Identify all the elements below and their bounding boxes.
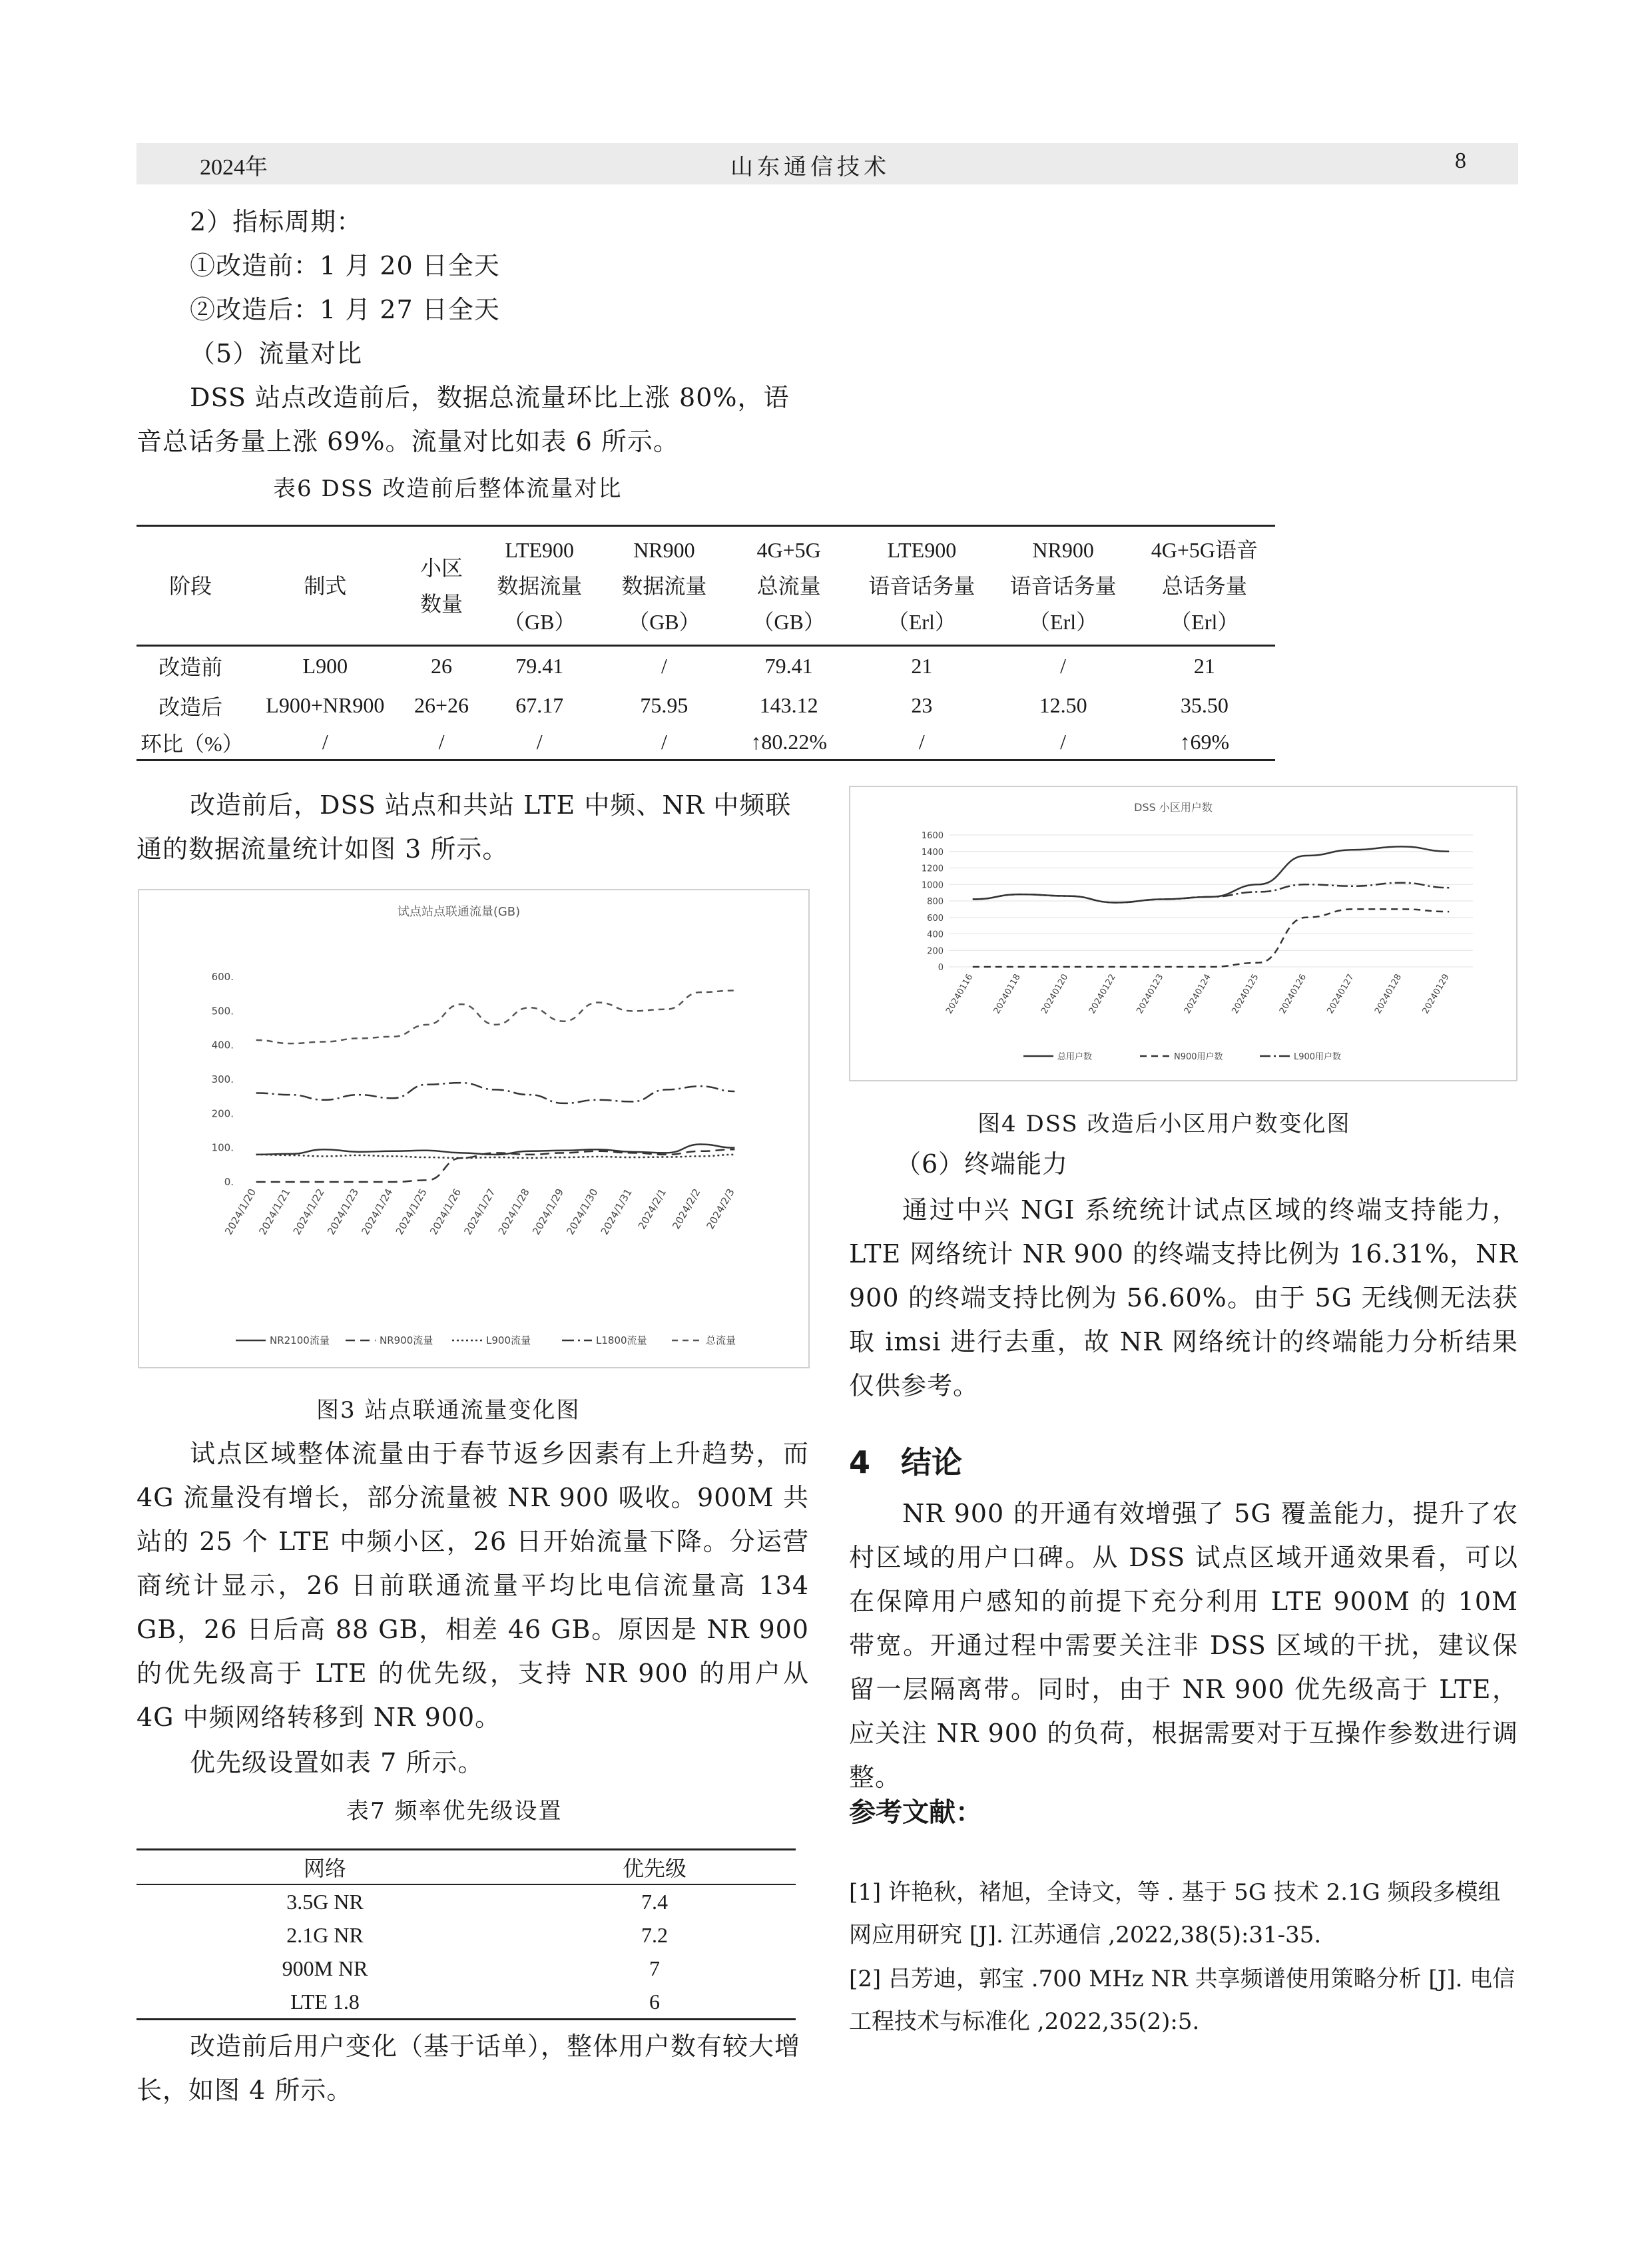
table-cell: LTE 1.8 <box>290 1989 360 2014</box>
section-heading: 4 结论 <box>849 1444 963 1480</box>
reference-item: [2] 吕芳迪，郭宝 .700 MHz NR 共享频谱使用策略分析 [J]. 电信工程技术与标准化 ,2022,35(2):5. <box>849 1966 1515 2035</box>
table-cell: 75.95 <box>640 693 688 717</box>
legend-label: L900流量 <box>486 1334 531 1346</box>
x-tick-label: 2024/1/31 <box>598 1187 635 1237</box>
table-row <box>137 726 1275 760</box>
series-line <box>256 991 735 1044</box>
table-cell: 23 <box>911 693 933 717</box>
table-cell: 900M NR <box>282 1956 368 1980</box>
table-cell: 21 <box>1193 653 1215 678</box>
table-6 <box>137 525 1275 761</box>
text-line: ②改造后：1 月 27 日全天 <box>190 295 500 324</box>
table-cell: 环比（%） <box>140 731 244 756</box>
legend-label: L900用户数 <box>1294 1052 1342 1062</box>
header-line: 4G+5G <box>756 537 821 562</box>
table-cell: L900+NR900 <box>266 693 385 717</box>
header-line: 数据流量 <box>621 573 707 598</box>
x-tick-label: 20240118 <box>991 972 1023 1016</box>
table-7 <box>137 1848 796 2020</box>
header-page-number: 8 <box>1455 148 1466 173</box>
table-cell: 79.41 <box>515 653 564 678</box>
table-header-cell: 网络 <box>304 1856 347 1880</box>
x-tick-label: 20240123 <box>1135 972 1166 1016</box>
text-line: ①改造前：1 月 20 日全天 <box>190 251 500 280</box>
table-caption: 表6 DSS 改造前后整体流量对比 <box>273 475 623 502</box>
legend-label: NR2100流量 <box>270 1334 330 1346</box>
paragraph: 改造前后用户变化（基于话单），整体用户数有较大增长，如图 4 所示。 <box>137 2032 801 2105</box>
header-line: （GB） <box>503 609 576 634</box>
table-row <box>137 1918 796 1952</box>
table-cell: 79.41 <box>764 653 813 678</box>
header-line: 数量 <box>420 591 463 616</box>
header-line: 小区 <box>420 555 463 580</box>
y-tick-label: 200 <box>927 946 944 957</box>
y-tick-label: 0 <box>938 963 944 973</box>
table-cell: 3.5G NR <box>286 1889 364 1914</box>
y-tick-label: 1400 <box>921 847 944 858</box>
subsection-heading: （6）终端能力 <box>896 1149 1069 1179</box>
table-cell: 6 <box>649 1989 661 2014</box>
table-header-cell <box>992 526 1133 646</box>
table-header-cell <box>406 526 477 646</box>
header-line: （Erl） <box>1170 609 1239 634</box>
table-cell: 7.4 <box>641 1889 669 1914</box>
running-header <box>137 143 1518 184</box>
table-cell: ↑69% <box>1179 730 1230 754</box>
series-line <box>973 846 1449 902</box>
table-header-cell <box>851 526 992 646</box>
series-line <box>256 1083 735 1103</box>
x-tick-label: 2024/1/21 <box>256 1187 293 1237</box>
header-line: （Erl） <box>887 609 956 634</box>
header-line: LTE900 <box>887 537 957 562</box>
figure-3-chart <box>138 889 810 1368</box>
header-line: 制式 <box>304 573 347 598</box>
header-line: （GB） <box>628 609 700 634</box>
header-line: 总话务量 <box>1161 573 1247 598</box>
paragraph: NR 900 的开通有效增强了 5G 覆盖能力，提升了农村区域的用户口碑。从 DSS 试点区域开通效果看，可以在保障用户感知的前提下充分利用 LTE 900M 的 10M 带宽。开通过程中需要关注非 DSS 区域的干扰，建议保留一层隔离带。同时，由于 NR 900 优先级高于 LTE，应关注 NR 900 的负荷，根据需要对于互操作参数进行调整。 <box>849 1499 1518 1792</box>
x-tick-label: 20240122 <box>1087 972 1118 1016</box>
table-cell: 改造前 <box>158 655 223 680</box>
legend-label: L1800流量 <box>596 1334 647 1346</box>
x-tick-label: 2024/2/3 <box>704 1187 737 1232</box>
table-cell: 7.2 <box>641 1922 669 1947</box>
text-line: 2）指标周期： <box>190 207 363 236</box>
table-header-cell <box>1134 526 1275 646</box>
header-line: NR900 <box>633 537 695 562</box>
x-tick-label: 2024/1/23 <box>325 1187 362 1237</box>
paragraph: 改造前后，DSS 站点和共站 LTE 中频、NR 中频联通的数据流量统计如图 3 所示。 <box>137 790 792 864</box>
table-header-row <box>137 1850 796 1885</box>
table-cell: / <box>661 653 667 678</box>
figure-caption: 图3 站点联通流量变化图 <box>316 1397 581 1424</box>
x-tick-label: 2024/1/29 <box>530 1187 567 1237</box>
series-line <box>256 1145 735 1155</box>
y-tick-label: 200. <box>211 1107 234 1120</box>
legend-label: 总用户数 <box>1057 1052 1093 1062</box>
x-tick-label: 2024/1/25 <box>393 1187 429 1237</box>
y-tick-label: 400. <box>211 1039 234 1051</box>
x-tick-label: 2024/1/24 <box>359 1187 396 1237</box>
x-tick-label: 2024/1/28 <box>495 1187 532 1237</box>
table-header-cell <box>726 526 851 646</box>
table-cell: / <box>1060 730 1067 754</box>
header-journal: 山东通信技术 <box>730 155 890 180</box>
table-row <box>137 1985 796 2020</box>
header-line: 总流量 <box>756 573 821 598</box>
paragraph: DSS 站点改造前后，数据总流量环比上涨 80%，语音总话务量上涨 69%。流量对比如表 6 所示。 <box>137 383 790 456</box>
x-tick-label: 20240129 <box>1420 972 1452 1016</box>
y-tick-label: 600 <box>927 913 944 924</box>
table-header-cell <box>244 526 406 646</box>
table-row <box>137 646 1275 686</box>
header-line: （GB） <box>752 609 825 634</box>
table-cell: 21 <box>911 653 933 678</box>
x-tick-label: 2024/1/22 <box>290 1187 327 1237</box>
table-cell: L900 <box>302 653 348 678</box>
table-header-cell <box>602 526 726 646</box>
y-tick-label: 500. <box>211 1005 234 1017</box>
table-cell: 改造后 <box>158 695 223 719</box>
table-header-cell: 优先级 <box>623 1856 687 1880</box>
table-cell: 12.50 <box>1039 693 1087 717</box>
legend-label: N900用户数 <box>1174 1052 1223 1062</box>
x-tick-label: 20240127 <box>1325 972 1356 1016</box>
series-line <box>973 883 1449 903</box>
header-line: 语音话务量 <box>868 573 975 598</box>
x-tick-label: 20240124 <box>1182 972 1213 1016</box>
figure-caption: 图4 DSS 改造后小区用户数变化图 <box>977 1111 1351 1137</box>
table-cell: / <box>661 730 667 754</box>
paragraph: 试点区域整体流量由于春节返乡因素有上升趋势，而 4G 流量没有增长，部分流量被 NR 900 吸收。900M 共站的 25 个 LTE 中频小区，26 日开始流量下降。分运营商统计显示，26 日前联通流量平均比电信流量高 134 GB，26 日后高 88 GB，相差 46 GB。原因是 NR 900 的优先级高于 LTE 的优先级，支持 NR 900 的用户从 4G 中频网络转移到 NR 900。 <box>137 1439 809 1732</box>
table-cell: / <box>918 730 925 754</box>
x-tick-label: 20240120 <box>1039 972 1071 1016</box>
y-tick-label: 0. <box>224 1176 234 1188</box>
table-header-cell <box>477 526 602 646</box>
chart-title: 试点站点联通流量(GB) <box>397 905 521 919</box>
table-cell: 67.17 <box>515 693 564 717</box>
y-tick-label: 300. <box>211 1073 234 1085</box>
x-tick-label: 2024/1/27 <box>461 1187 498 1237</box>
figure-4-chart <box>849 786 1517 1081</box>
table-cell: / <box>438 730 445 754</box>
y-tick-label: 600. <box>211 971 234 983</box>
legend-label: NR900流量 <box>380 1334 433 1346</box>
table-row <box>137 686 1275 726</box>
table-header-row <box>137 526 1275 646</box>
header-line: LTE900 <box>505 537 575 562</box>
table-caption: 表7 频率优先级设置 <box>346 1798 563 1824</box>
x-tick-label: 20240125 <box>1230 972 1261 1016</box>
y-tick-label: 100. <box>211 1141 234 1154</box>
paragraph: 优先级设置如表 7 所示。 <box>190 1748 484 1777</box>
subsection-heading: （5）流量对比 <box>190 339 363 368</box>
paragraph: 通过中兴 NGI 系统统计试点区域的终端支持能力，LTE 网络统计 NR 900 的终端支持比例为 16.31%，NR 900 的终端支持比例为 56.60%。由于 5G 无线侧无法获取 imsi 进行去重，故 NR 网络统计的终端能力分析结果仅供参考。 <box>849 1195 1518 1400</box>
table-cell: 7 <box>649 1956 661 1980</box>
x-tick-label: 2024/1/26 <box>427 1187 464 1237</box>
table-cell: / <box>322 730 328 754</box>
x-tick-label: 2024/2/1 <box>635 1187 669 1232</box>
y-tick-label: 800 <box>927 897 944 907</box>
table-cell: 143.12 <box>759 693 818 717</box>
header-line: 语音话务量 <box>1009 573 1117 598</box>
header-line: 阶段 <box>169 573 212 598</box>
header-line: 数据流量 <box>497 573 583 598</box>
x-tick-label: 2024/1/30 <box>564 1187 601 1237</box>
table-cell: 2.1G NR <box>286 1922 364 1947</box>
table-cell: 26 <box>431 653 453 678</box>
reference-item: [1] 许艳秋，褚旭，全诗文，等 . 基于 5G 技术 2.1G 频段多模组网应用研究 [J]. 江苏通信 ,2022,38(5):31-35. <box>849 1879 1501 1948</box>
x-tick-label: 2024/2/2 <box>670 1187 703 1232</box>
header-line: （Erl） <box>1029 609 1098 634</box>
table-header-cell <box>137 526 244 646</box>
table-row <box>137 1884 796 1918</box>
y-tick-label: 1000 <box>921 880 944 891</box>
table-cell: / <box>1060 653 1067 678</box>
y-tick-label: 1200 <box>921 864 944 874</box>
table-cell: 35.50 <box>1180 693 1229 717</box>
table-cell: ↑80.22% <box>750 730 827 754</box>
series-line <box>973 909 1449 967</box>
x-tick-label: 20240126 <box>1277 972 1309 1016</box>
legend-label: 总流量 <box>706 1334 736 1346</box>
table-row <box>137 1952 796 1985</box>
x-tick-label: 20240116 <box>944 972 975 1016</box>
table-cell: 26+26 <box>414 693 469 717</box>
y-tick-label: 400 <box>927 930 944 940</box>
y-tick-label: 1600 <box>921 831 944 841</box>
table-cell: / <box>536 730 543 754</box>
chart-title: DSS 小区用户数 <box>1134 801 1213 814</box>
header-line: 4G+5G语音 <box>1151 537 1258 562</box>
x-tick-label: 20240128 <box>1373 972 1404 1016</box>
header-line: NR900 <box>1032 537 1094 562</box>
x-tick-label: 2024/1/20 <box>222 1187 259 1237</box>
references-heading: 参考文献： <box>849 1797 982 1828</box>
header-year: 2024年 <box>200 155 268 180</box>
